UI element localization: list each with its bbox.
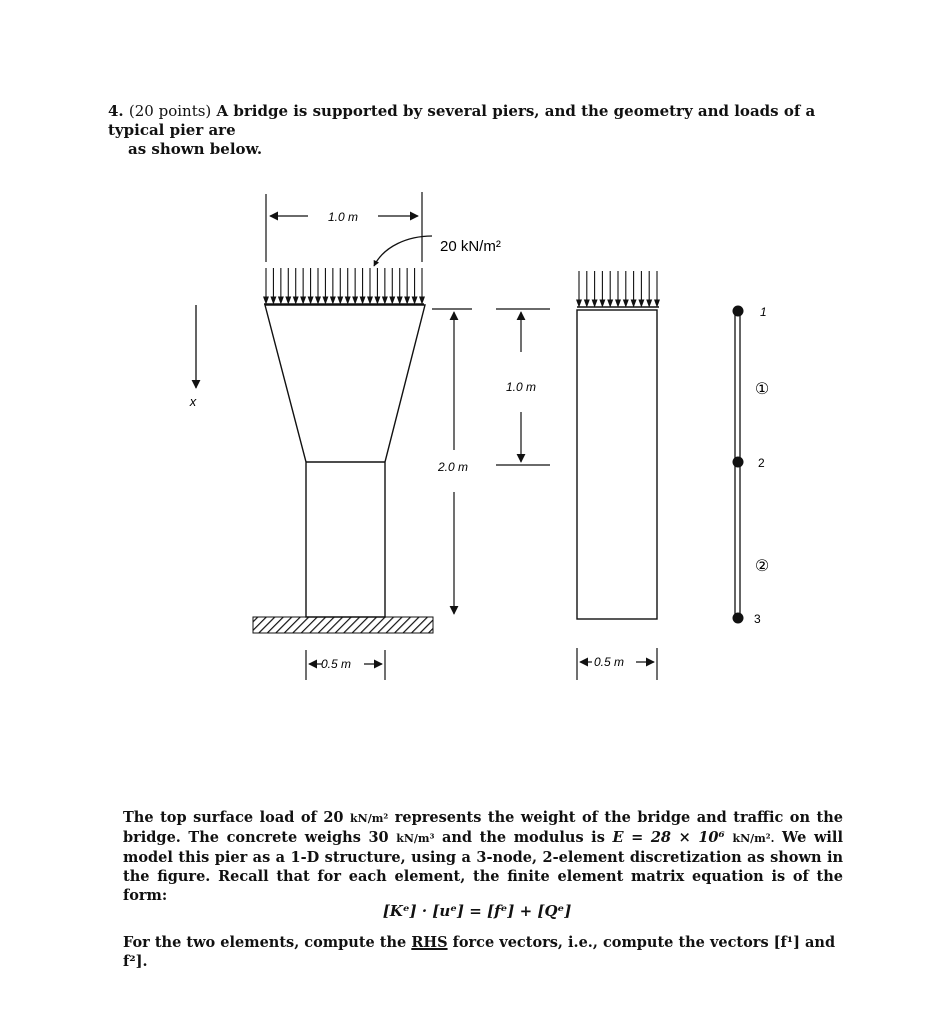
load-arrow-head [271,297,275,303]
height-taper-label: 1.0 m [505,380,537,394]
load-arrow-head [647,300,651,306]
distributed-load-arrows-pier [264,268,424,304]
bottom-width-dimension-left [306,650,385,680]
load-arrow-head [631,300,635,306]
desc-unit2: kN/m³ [396,832,435,845]
model-rectangle [577,310,657,619]
load-pointer-arrow [374,236,432,266]
problem-text-line2: as shown below. [128,140,263,158]
bottom-width-dimension-right [577,648,657,680]
bottom-width-right-label: 0.5 m [593,655,625,669]
element-2-label: ② [754,558,770,575]
height-taper-dimension [496,309,550,465]
load-arrow-head [412,297,416,303]
problem-number: 4. [108,102,124,120]
top-width-label: 1.0 m [327,210,359,224]
node-3-dot [733,613,744,624]
load-arrow-head [624,300,628,306]
problem-points: (20 points) [128,102,212,120]
problem-description [123,808,843,905]
load-arrow-head [585,300,589,306]
node-1-label: 1 [760,305,767,319]
load-arrow-head [264,297,268,303]
node-2-label: 2 [758,456,765,470]
load-arrow-head [639,300,643,306]
load-arrow-head [592,300,596,306]
fe-equation-text: [Kᵉ] · [uᵉ] = [fᵉ] + [Qᵉ] [382,902,572,920]
load-arrow-head [655,300,659,306]
load-arrow-head [608,300,612,306]
bottom-width-left-label: 0.5 m [320,657,352,671]
task-part1: For the two elements, compute the [123,934,407,951]
load-arrow-head [600,300,604,306]
load-arrow-head [331,297,335,303]
load-arrow-head [294,297,298,303]
desc-unit3: kN/m². [732,832,775,845]
node-1-dot [733,306,744,317]
load-arrow-head [338,297,342,303]
task-part2: force vectors, i.e., compute the vectors [f¹] and f²]. [123,934,836,970]
desc-part1: The top surface load of 20 [123,809,344,826]
fe-equation [0,902,936,920]
ground-support [253,617,433,633]
node-3-label: 3 [754,612,761,626]
load-arrow-head [383,297,387,303]
load-arrow-head [279,297,283,303]
x-axis-arrow [189,305,197,409]
task-statement [123,933,843,971]
load-arrow-head [390,297,394,303]
fe-discretization [733,305,770,626]
height-total-label: 2.0 m [437,460,469,474]
load-arrow-head [301,297,305,303]
node-2-dot [733,457,744,468]
load-arrow-head [616,300,620,306]
pier-outline [265,305,425,617]
height-total-dimension [432,309,472,614]
load-arrow-head [353,297,357,303]
task-rhs: RHS [411,934,448,951]
load-arrow-head [316,297,320,303]
desc-part4: We will model this pier as a 1-D structure, using a 3-node, 2-element discretization as shown in the figure. Recall that for each element, the finite element matrix equation is of the form: [123,829,843,904]
load-label: 20 kN/m² [440,238,501,255]
load-arrow-head [323,297,327,303]
load-arrow-head [308,297,312,303]
top-width-dimension [266,192,422,262]
load-arrow-head [420,297,424,303]
element-1-label: ① [754,381,770,398]
load-arrow-head [360,297,364,303]
load-arrow-head [398,297,402,303]
problem-text-line1: A bridge is supported by several piers, and the geometry and loads of a typical pier are [108,102,816,139]
load-arrow-head [577,300,581,306]
x-axis-label: x [189,394,197,409]
load-arrow-head [286,297,290,303]
desc-unit1: kN/m² [350,812,389,825]
desc-part3: and the modulus is [441,829,605,846]
desc-part2: represents the weight of the bridge and traffic on the bridge. The concrete weighs 30 [123,809,843,846]
load-arrow-head [375,297,379,303]
load-arrow-head [405,297,409,303]
load-arrow-head [368,297,372,303]
distributed-load-arrows-model [577,271,659,307]
desc-modulus: E = 28 × 10⁶ [612,829,725,846]
load-arrow-head [346,297,350,303]
